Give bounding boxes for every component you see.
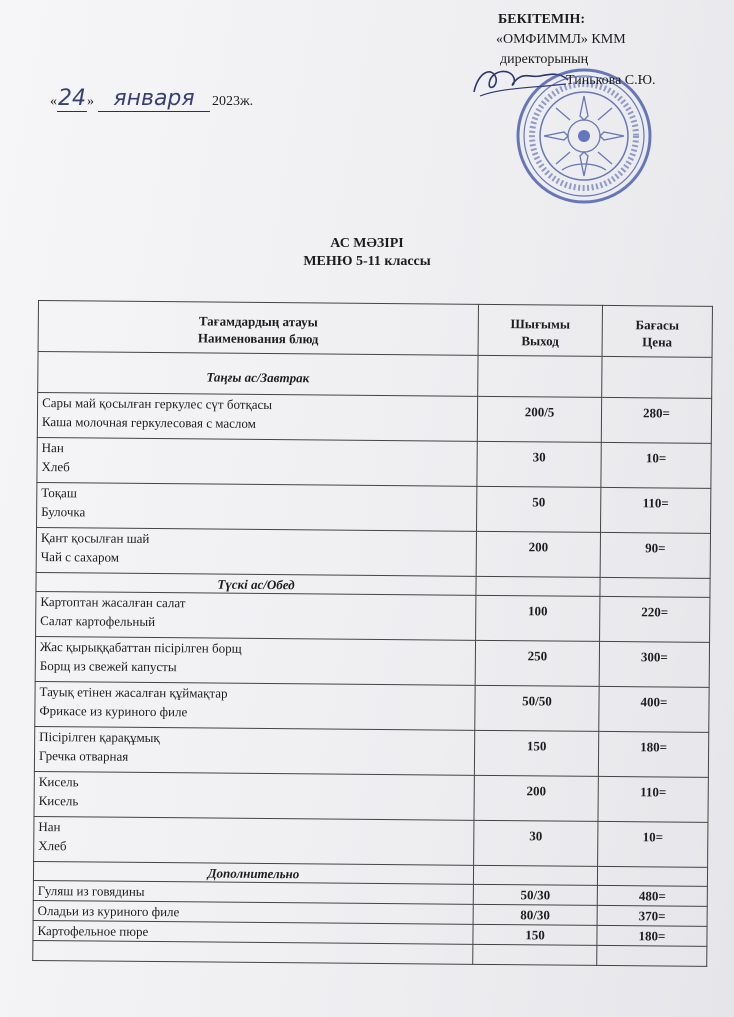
dish-price: 400= bbox=[599, 686, 709, 732]
dish-price: 180= bbox=[597, 925, 707, 946]
dish-name: Картофельное пюре bbox=[33, 920, 473, 944]
table-header-row bbox=[38, 301, 712, 358]
dish-name: Оладьи из куриного филе bbox=[33, 900, 473, 924]
menu-table bbox=[32, 300, 713, 967]
section-breakfast bbox=[38, 352, 712, 399]
dish-price: 180= bbox=[598, 731, 708, 777]
dish-price: 110= bbox=[600, 487, 710, 533]
date-month: января bbox=[98, 86, 210, 112]
table-row bbox=[37, 482, 711, 533]
date-year: 2023ж. bbox=[212, 94, 254, 109]
header-output: Шығымы Выход bbox=[478, 304, 602, 356]
approval-organization: «ОМФИММЛ» КММ bbox=[496, 32, 626, 47]
table-row bbox=[36, 591, 710, 642]
dish-output: 50 bbox=[476, 486, 600, 532]
dish-name: Гуляш из говядины bbox=[33, 880, 473, 904]
table-row bbox=[36, 527, 710, 578]
dish-price: 110= bbox=[598, 776, 708, 822]
section-title: Түскі ас/Обед bbox=[36, 572, 476, 595]
header-price: Бағасы Цена bbox=[602, 305, 712, 357]
dish-output: 50/30 bbox=[473, 884, 597, 905]
dish-name: Тауық етінен жасалған құймақтар Фрикасе из куриного филе bbox=[35, 681, 475, 730]
dish-output: 50/50 bbox=[475, 685, 599, 731]
dish-price: 480= bbox=[597, 885, 707, 906]
dish-output: 100 bbox=[476, 595, 600, 641]
dish-price: 220= bbox=[600, 596, 710, 642]
menu-title-ru: МЕНЮ 5-11 классы bbox=[303, 254, 431, 269]
dish-price: 300= bbox=[599, 641, 709, 687]
dish-output: 30 bbox=[474, 820, 598, 866]
dish-output: 150 bbox=[474, 730, 598, 776]
approval-director-name: Тинькова С.Ю. bbox=[566, 73, 656, 88]
section-title: Таңғы ас/Завтрак bbox=[38, 352, 478, 397]
dish-output: 250 bbox=[475, 640, 599, 686]
table-row bbox=[37, 437, 711, 488]
dish-name: Нан Хлеб bbox=[34, 816, 474, 865]
dish-price: 10= bbox=[598, 821, 708, 867]
dish-name: Пісірілген қарақұмық Гречка отварная bbox=[34, 726, 474, 775]
table-row bbox=[34, 816, 708, 867]
dish-output: 200 bbox=[474, 775, 598, 821]
table-row bbox=[37, 393, 711, 444]
approval-position: директорының bbox=[500, 52, 589, 67]
dish-price: 280= bbox=[601, 397, 711, 443]
dish-price: 90= bbox=[600, 532, 710, 578]
date-open-quote: « bbox=[50, 94, 57, 109]
dish-output: 200 bbox=[476, 531, 600, 577]
dish-name: Жас қырыққабаттан пісірілген борщ Борщ из свежей капусты bbox=[35, 636, 475, 685]
approval-title: БЕКІТЕМІН: bbox=[498, 12, 586, 27]
dish-name: Тоқаш Булочка bbox=[37, 482, 477, 531]
menu-title-kz: АС МӘЗІРІ bbox=[330, 236, 404, 251]
dish-output: 150 bbox=[473, 924, 597, 945]
dish-name: Кисель Кисель bbox=[34, 771, 474, 820]
dish-name: Картоптан жасалған салат Салат картофельный bbox=[36, 591, 476, 640]
date-close-quote: » bbox=[87, 94, 94, 109]
dish-output: 30 bbox=[477, 441, 601, 487]
dish-price: 10= bbox=[601, 442, 711, 488]
section-title: Дополнительно bbox=[33, 861, 473, 884]
table-row bbox=[35, 681, 709, 732]
dish-name: Сары май қосылған геркулес сүт ботқасы Каша молочная геркулесовая с маслом bbox=[37, 393, 477, 442]
table-row bbox=[35, 636, 709, 687]
dish-output: 200/5 bbox=[477, 396, 601, 442]
dish-price: 370= bbox=[597, 905, 707, 926]
table-row bbox=[34, 726, 708, 777]
approval-date bbox=[50, 86, 253, 112]
dish-name: Қант қосылған шай Чай с сахаром bbox=[36, 527, 476, 576]
dish-output: 80/30 bbox=[473, 904, 597, 925]
date-day: 24 bbox=[58, 86, 86, 111]
header-dish-name: Тағамдардың атауы Наименования блюд bbox=[38, 301, 478, 356]
dish-name: Нан Хлеб bbox=[37, 437, 477, 486]
table-row bbox=[34, 771, 708, 822]
